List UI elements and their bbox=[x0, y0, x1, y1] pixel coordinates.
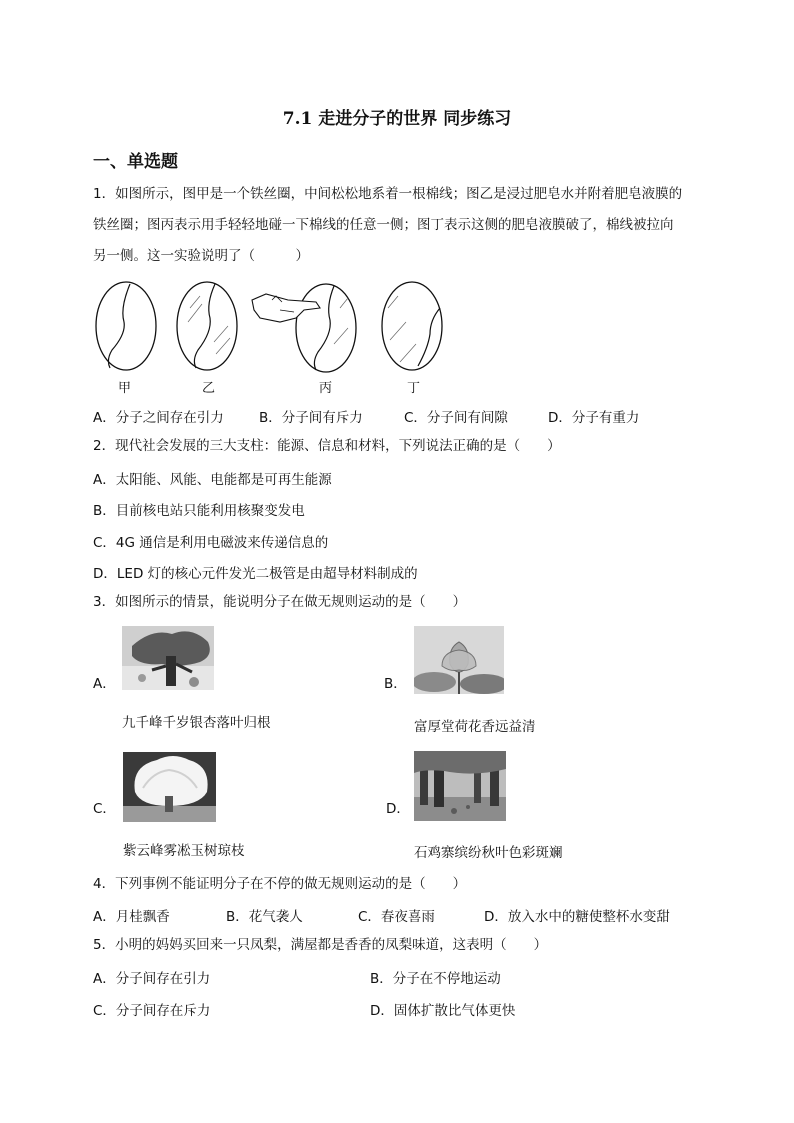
figure-bing-ring-with-hand bbox=[252, 284, 356, 372]
q4-option-b[interactable]: B．花气袭人 bbox=[226, 909, 303, 925]
q2-option-b[interactable]: B．目前核电站只能利用核聚变发电 bbox=[93, 503, 305, 519]
q5-option-c[interactable]: C．分子间存在斥力 bbox=[93, 1003, 211, 1019]
q2-option-c[interactable]: C．4G 通信是利用电磁波来传递信息的 bbox=[93, 535, 329, 551]
figure-label-ding: 丁 bbox=[407, 381, 421, 396]
figure-label-yi: 乙 bbox=[202, 381, 216, 396]
q5-option-d[interactable]: D．固体扩散比气体更快 bbox=[370, 1003, 516, 1019]
section-heading: 一、单选题 bbox=[93, 152, 178, 172]
q4-option-a[interactable]: A．月桂飘香 bbox=[93, 909, 170, 925]
q3-photo-autumn bbox=[414, 751, 506, 821]
figure-label-bing: 丙 bbox=[319, 381, 333, 396]
q2-option-d[interactable]: D．LED 灯的核心元件发光二极管是由超导材料制成的 bbox=[93, 566, 418, 582]
figure-jia-ring bbox=[96, 282, 156, 370]
q1-stem-line3: 另一侧。这一实验说明了（ ） bbox=[93, 248, 309, 264]
q1-stem-line2: 铁丝圈；图丙表示用手轻轻地碰一下棉线的任意一侧；图丁表示这侧的肥皂液膜破了，棉线被拉向 bbox=[93, 217, 674, 233]
q5-stem: 5．小明的妈妈买回来一只凤梨，满屋都是香香的凤梨味道，这表明（ ） bbox=[93, 937, 548, 953]
q1-option-c[interactable]: C．分子间有间隙 bbox=[404, 410, 508, 426]
q3-letter-a[interactable]: A． bbox=[93, 676, 116, 692]
q3-letter-d[interactable]: D． bbox=[386, 801, 410, 817]
page-title: 7.1 走进分子的世界 同步练习 bbox=[282, 109, 512, 129]
q3-letter-c[interactable]: C． bbox=[93, 801, 116, 817]
q4-option-d[interactable]: D．放入水中的糖使整杯水变甜 bbox=[484, 909, 670, 925]
q3-caption-a: 九千峰千岁银杏落叶归根 bbox=[122, 715, 271, 731]
figure-yi-ring bbox=[177, 282, 237, 370]
q3-photo-ginkgo bbox=[122, 626, 214, 690]
q1-stem-line1: 1．如图所示，图甲是一个铁丝圈，中间松松地系着一根棉线；图乙是浸过肥皂水并附着肥皂液膜的 bbox=[93, 186, 683, 202]
figure-ding-ring bbox=[382, 282, 442, 370]
q5-option-b[interactable]: B．分子在不停地运动 bbox=[370, 971, 501, 987]
q4-option-c[interactable]: C．春夜喜雨 bbox=[358, 909, 435, 925]
q3-caption-b: 富厚堂荷花香远益清 bbox=[414, 719, 536, 735]
q3-letter-b[interactable]: B． bbox=[384, 676, 407, 692]
q4-stem: 4．下列事例不能证明分子在不停的做无规则运动的是（ ） bbox=[93, 876, 467, 892]
q1-option-a[interactable]: A．分子之间存在引力 bbox=[93, 410, 224, 426]
q3-caption-c: 紫云峰雾凇玉树琼枝 bbox=[123, 843, 245, 859]
q1-option-b[interactable]: B．分子间有斥力 bbox=[259, 410, 363, 426]
q5-option-a[interactable]: A．分子间存在引力 bbox=[93, 971, 211, 987]
q1-option-d[interactable]: D．分子有重力 bbox=[548, 410, 640, 426]
q3-photo-rime bbox=[123, 752, 216, 822]
q2-stem: 2．现代社会发展的三大支柱：能源、信息和材料，下列说法正确的是（ ） bbox=[93, 438, 561, 454]
q3-caption-d: 石鸡寨缤纷秋叶色彩斑斓 bbox=[414, 845, 563, 861]
q3-stem: 3．如图所示的情景，能说明分子在做无规则运动的是（ ） bbox=[93, 594, 467, 610]
q3-photo-lotus bbox=[414, 626, 504, 694]
figure-label-jia: 甲 bbox=[118, 381, 132, 396]
q1-figure bbox=[90, 278, 450, 378]
q2-option-a[interactable]: A．太阳能、风能、电能都是可再生能源 bbox=[93, 472, 332, 488]
